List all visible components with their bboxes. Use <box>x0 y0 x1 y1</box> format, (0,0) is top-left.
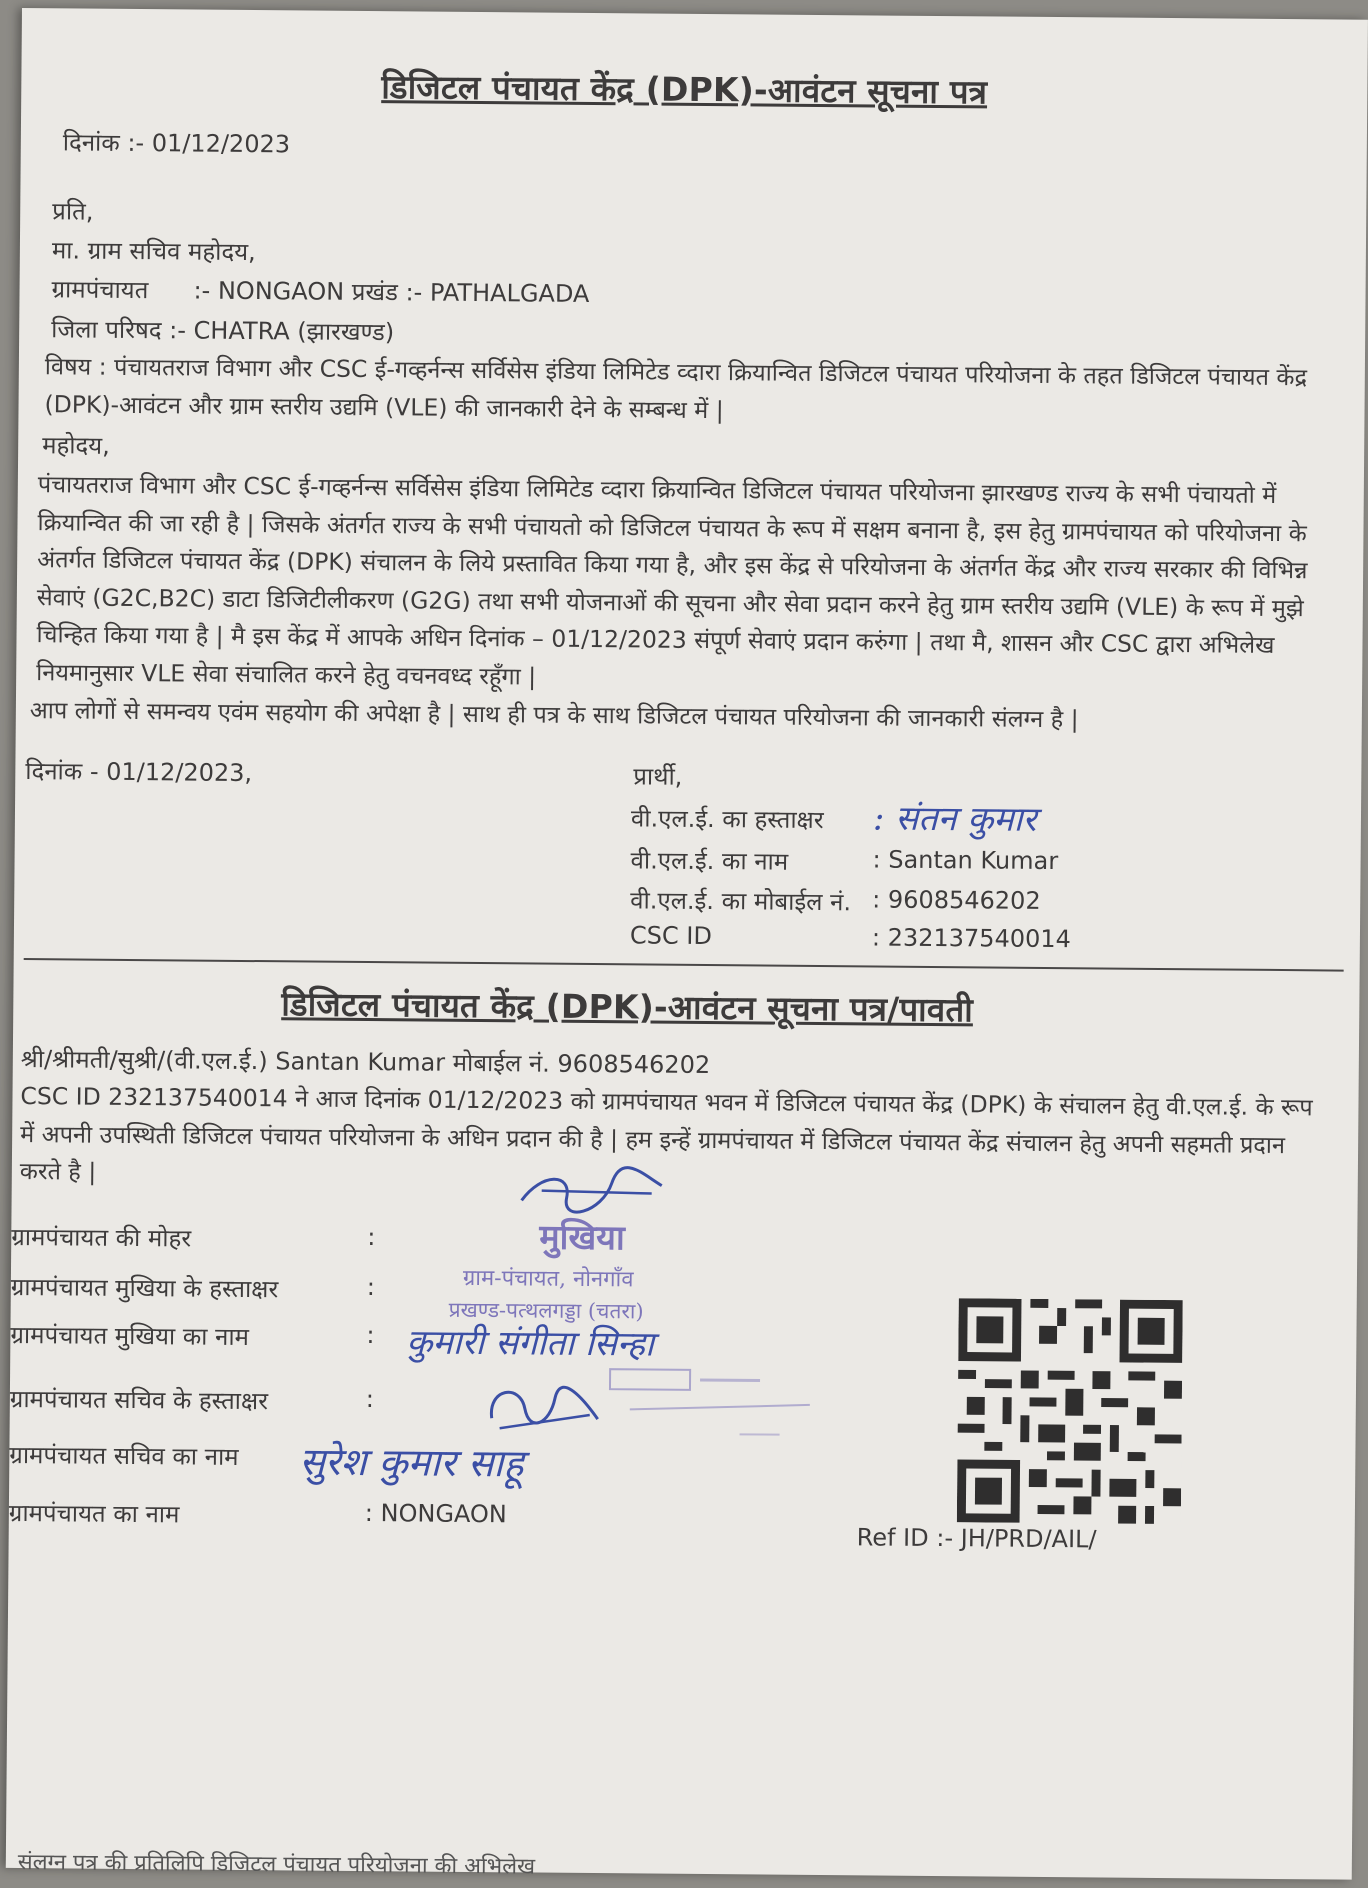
qr-code <box>957 1298 1183 1524</box>
vle-mobile-value: : 9608546202 <box>872 885 1041 914</box>
closing-line: आप लोगों से समन्वय एवंम सहयोग की अपेक्षा है | साथ ही पत्र के साथ डिजिटल पंचायत परियोजना की जानकारी संलग्न है | <box>30 692 1350 741</box>
panchayat-value: :- NONGAON प्रखंड :- PATHALGADA <box>193 274 589 310</box>
field-mukhiya-name-label: ग्रामपंचायत मुखिया का नाम <box>10 1318 249 1353</box>
sachiv-handwritten-name: सुरेश कुमार साहू <box>299 1434 524 1488</box>
qr-code-graphic <box>957 1298 1183 1524</box>
vle-name-label: वी.एल.ई. का नाम <box>630 843 788 877</box>
field-seal-colon: : <box>367 1223 375 1251</box>
stamp-line2: प्रखण्ड-पत्थलगड्डा (चतरा) <box>449 1296 644 1326</box>
section-divider <box>24 958 1344 972</box>
csc-id-label: CSC ID <box>630 921 712 950</box>
field-seal-label: ग्रामपंचायत की मोहर <box>11 1220 191 1255</box>
vle-sign-label: वी.एल.ई. का हस्ताक्षर <box>631 801 824 836</box>
receipt-vle-line: श्री/श्रीमती/सुश्री/(वी.एल.ई.) Santan Kumar मोबाईल नं. 9608546202 <box>21 1042 711 1081</box>
ref-id: Ref ID :- JH/PRD/AIL/ <box>857 1523 1097 1553</box>
vle-signature: : संतन कुमार <box>873 793 1037 840</box>
field-sachiv-sign-colon: : <box>366 1385 374 1413</box>
field-panchayat-name-label: ग्रामपंचायत का नाम <box>9 1496 180 1530</box>
mukhiya-handwritten-name: कुमारी संगीता सिन्हा <box>406 1317 654 1365</box>
vle-name-value: : Santan Kumar <box>872 845 1058 875</box>
field-sachiv-sign-label: ग्रामपंचायत सचिव के हस्ताक्षर <box>10 1382 268 1417</box>
district-line: जिला परिषद :- CHATRA (झारखण्ड) <box>51 312 394 348</box>
field-mukhiya-name-colon: : <box>366 1321 374 1349</box>
bottom-cut-text: संलग्न पत्र की प्रतिलिपि डिजिटल पंचायत परियोजना की अभिलेख <box>18 1846 535 1881</box>
addressee-line1: मा. ग्राम सचिव महोदय, <box>52 233 256 268</box>
stamp-line1: ग्राम-पंचायत, नोनगाँव <box>463 1262 634 1293</box>
vle-mobile-label: वी.एल.ई. का मोबाईल नं. <box>630 883 851 918</box>
document-title: डिजिटल पंचायत केंद्र (DPK)-आवंटन सूचना पत्र <box>381 63 987 113</box>
date-line: दिनांक :- 01/12/2023 <box>63 125 291 160</box>
csc-id-value: : 232137540014 <box>872 923 1071 953</box>
salutation: महोदय, <box>42 428 110 462</box>
field-mukhiya-sign-colon: : <box>367 1273 375 1301</box>
addressee-to: प्रति, <box>52 194 93 227</box>
panchayat-label: ग्रामपंचायत <box>51 272 148 306</box>
field-panchayat-name-value: : NONGAON <box>365 1499 507 1528</box>
secretary-stamp-mark <box>599 1363 830 1445</box>
receipt-consent-text: CSC ID 232137540014 ने आज दिनांक 01/12/2023 को ग्रामपंचायत भवन में डिजिटल पंचायत केंद्र (DPK) के संचालन हेतु वी.एल.ई. के रूप में अपनी उपस्थिती डिजिटल पंचायत परियोजना के अधिन प्रदान की है | हम इन्हें ग्रामपंचायत में डिजिटल पंचायत केंद्र संचालन हेतु अपनी सहमती प्रदान करते है | <box>20 1078 1321 1202</box>
receipt-title: डिजिटल पंचायत केंद्र (DPK)-आवंटन सूचना पत्र/पावती <box>281 980 973 1031</box>
applicant-heading: प्रार्थी, <box>633 759 682 792</box>
stamp-title: मुखिया <box>539 1213 625 1260</box>
field-mukhiya-sign-label: ग्रामपंचायत मुखिया के हस्ताक्षर <box>11 1270 279 1305</box>
body-paragraph: पंचायतराज विभाग और CSC ई-गव्हर्नन्स सर्विसेस इंडिया लिमिटेड व्दारा क्रियान्वित डिजिटल पंचायत परियोजना झारखण्ड राज्य के सभी पंचायतो में क्रियान्वित की जा रही है | जिसके अंतर्गत राज्य के सभी पंचायतो को डिजिटल पंचायत के रूप में सक्षम बनाना है, इस हेतु ग्रामपंचायत को परियोजना के अंतर्गत डिजिटल पंचायत केंद्र (DPK) संचालन के लिये प्रस्तावित किया गया है, और इस केंद्र से परियोजना के अंतर्गत केंद्र और राज्य सरकार की विभिन्न सेवाएं (G2C,B2C) डाटा डिजिटीलीकरण (G2G) तथा सभी योजनाओं की सूचना और सेवा प्रदान करने हेतु ग्राम स्तरीय उद्यमि (VLE) के रूप में मुझे चिन्हित किया गया है | मै इस केंद्र में आपके अधिन दिनांक – 01/12/2023 संपूर्ण सेवाएं प्रदान करुंगा | तथा मै, शासन और CSC द्वारा अभिलेख नियमानुसार VLE सेवा संचालित करने हेतु वचनवध्द रहूँगा | <box>36 466 1338 702</box>
sachiv-signature-scribble <box>480 1378 611 1439</box>
subject-line: विषय : पंचायतराज विभाग और CSC ई-गव्हर्नन्स सर्विसेस इंडिया लिमिटेड व्दारा क्रियान्वित डिजिटल पंचायत परियोजना के तहत डिजिटल पंचायत केंद्र (DPK)-आवंटन और ग्राम स्तरीय उद्यमि (VLE) की जानकारी देने के सम्बन्ध में | <box>44 348 1345 434</box>
letter-page <box>6 8 1368 1880</box>
field-sachiv-name-label: ग्रामपंचायत सचिव का नाम <box>9 1438 239 1473</box>
applicant-date: दिनांक - 01/12/2023, <box>25 754 252 789</box>
